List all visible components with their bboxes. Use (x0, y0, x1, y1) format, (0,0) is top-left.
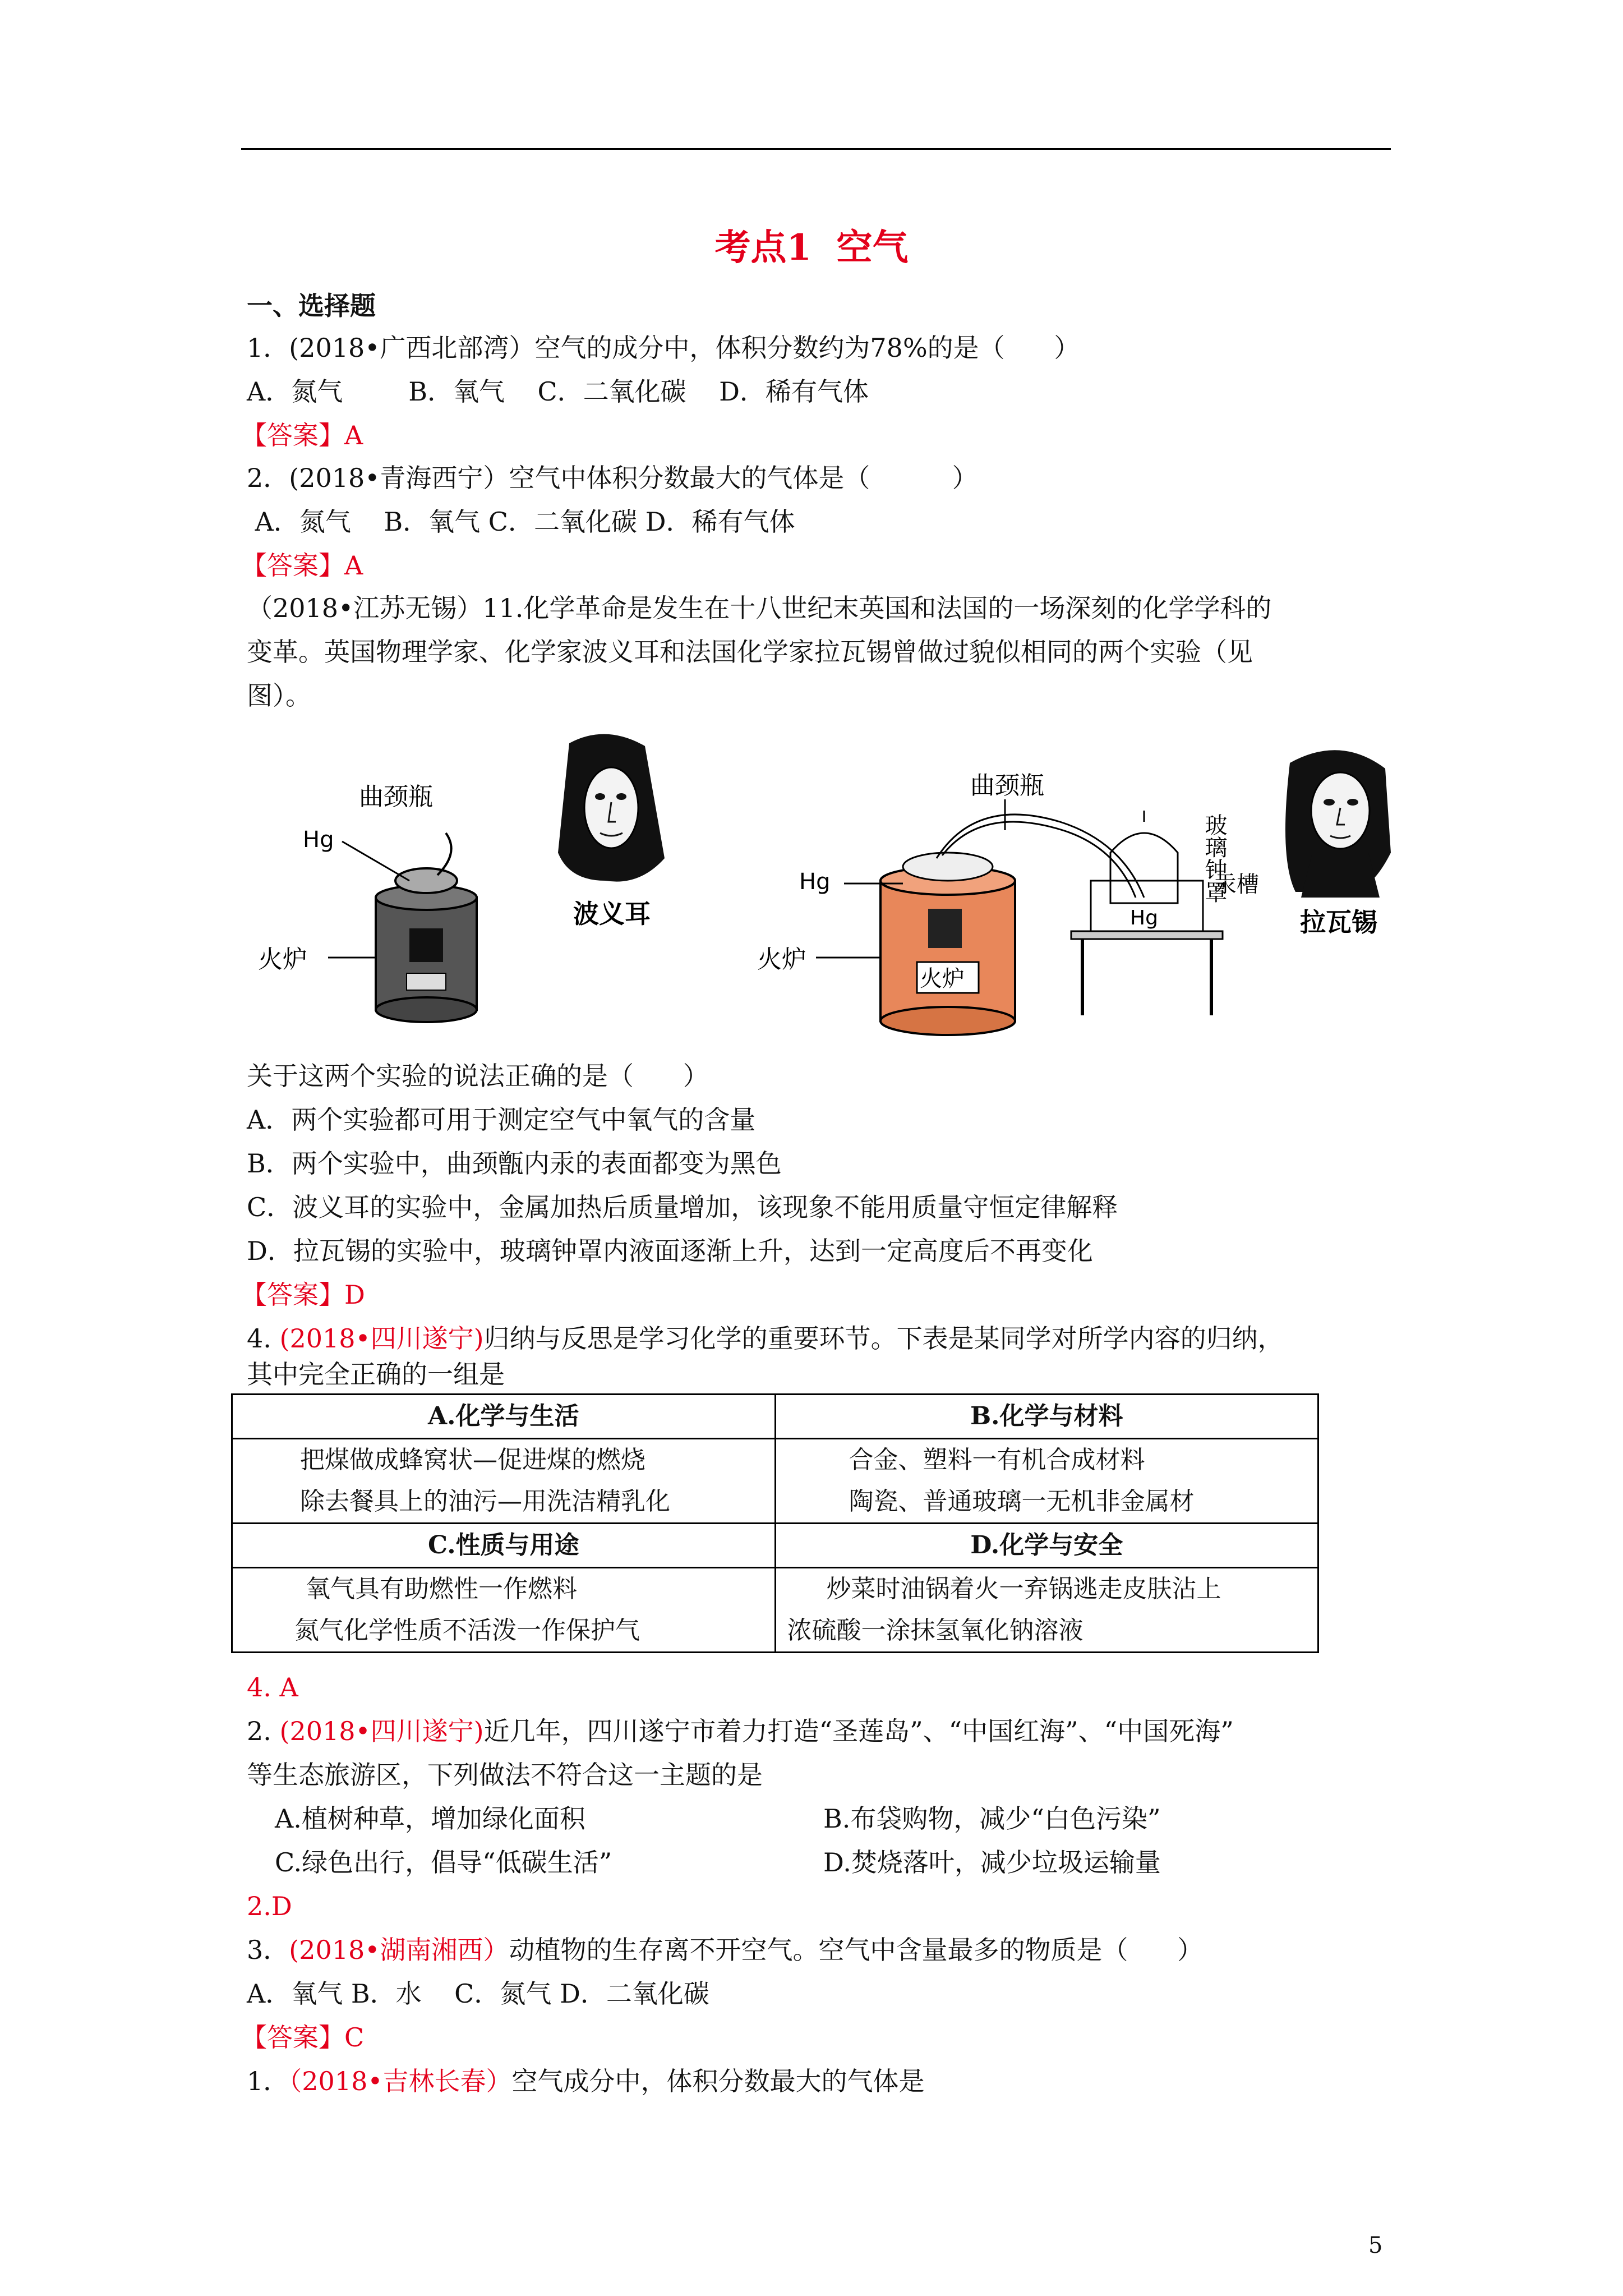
question-2-stem: 2．(2018•青海西宁）空气中体积分数最大的气体是（ ） (247, 463, 978, 493)
question-5-stem (247, 1714, 1234, 1748)
cell-line: 合金、塑料一有机合成材料 (849, 1446, 1145, 1474)
question-source: (2018•四川遂宁) (279, 1323, 484, 1354)
question-source: (2018•四川遂宁) (279, 1716, 484, 1746)
question-text: 空气成分中，体积分数最大的气体是 (511, 2066, 925, 2096)
question-3-option-c: C．波义耳的实验中，金属加热后质量增加，该现象不能用质量守恒定律解释 (247, 1192, 1118, 1222)
question-7-stem (247, 2064, 924, 2098)
question-text: 动植物的生存离不开空气。空气中含量最多的物质是（ ） (509, 1935, 1204, 1965)
question-number: 1． (247, 2066, 289, 2096)
cell-line: 浓硫酸一涂抹氢氧化钠溶液 (787, 1616, 1083, 1645)
table-cell-c (232, 1568, 776, 1653)
question-number: 2. (247, 1716, 280, 1746)
question-2-options: A．氮气 B．氧气 C．二氧化碳 D．稀有气体 (247, 507, 795, 537)
question-5-option-c: C.绿色出行，倡导“低碳生活” (275, 1847, 612, 1878)
question-source: (2018•湖南湘西） (289, 1935, 509, 1965)
lavoisier-hg-label: Hg (799, 869, 831, 895)
cell-line: 除去餐具上的油污—用洗洁精乳化 (300, 1487, 670, 1516)
question-6-stem (247, 1933, 1203, 1967)
question-3-option-a: A．两个实验都可用于测定空气中氧气的含量 (247, 1105, 756, 1135)
table-head-b: B.化学与材料 (775, 1395, 1318, 1439)
page-number: 5 (1368, 2233, 1383, 2258)
question-1-stem: 1．(2018•广西北部湾）空气的成分中，体积分数约为78%的是（ ） (247, 333, 1080, 363)
question-3-stem-line-1: （2018•江苏无锡）11.化学革命是发生在十八世纪末英国和法国的一场深刻的化学学科的 (247, 593, 1272, 623)
lavoisier-portrait (1285, 750, 1391, 898)
question-6-answer: 【答案】C (241, 2022, 365, 2053)
question-3-option-b: B．两个实验中，曲颈甑内汞的表面都变为黑色 (247, 1148, 782, 1179)
trough-hg-label: Hg (1130, 907, 1158, 930)
boyle-apparatus (328, 833, 477, 1022)
question-3-stem-line-3: 图）。 (247, 680, 311, 711)
section-heading: 一、选择题 (247, 291, 376, 321)
question-1-answer: 【答案】A (241, 420, 363, 450)
question-4-stem (247, 1322, 1284, 1355)
cell-line: 炒菜时油锅着火一弃锅逃走皮肤沾上 (826, 1575, 1221, 1603)
boyle-hg-label: Hg (303, 827, 334, 853)
cell-line: 把煤做成蜂窝状—促进煤的燃烧 (300, 1446, 645, 1474)
question-1-options: A．氮气 B．氧气 C．二氧化碳 D．稀有气体 (247, 376, 869, 407)
page-title: 考点1 空气 (714, 227, 909, 269)
question-4-answer: 4. A (247, 1672, 298, 1703)
lavoisier-name-label: 拉瓦锡 (1300, 907, 1377, 937)
lavoisier-vessel-label: 曲颈瓶 (970, 771, 1044, 800)
table-head-c: C.性质与用途 (232, 1524, 776, 1568)
question-5-option-b: B.布袋购物，减少“白色污染” (823, 1803, 1161, 1834)
question-5-stem-line-2: 等生态旅游区，下列做法不符合这一主题的是 (247, 1760, 763, 1790)
question-6-options: A．氧气 B．水 C．氮气 D．二氧化碳 (247, 1978, 709, 2009)
question-text: 归纳与反思是学习化学的重要环节。下表是某同学对所学内容的归纳， (483, 1323, 1284, 1354)
question-2-answer: 【答案】A (241, 550, 363, 581)
cell-line: 氧气具有助燃性一作燃料 (306, 1575, 577, 1603)
lavoisier-apparatus (816, 799, 1223, 1035)
table-cell-d (775, 1568, 1318, 1653)
table-head-d: D.化学与安全 (775, 1524, 1318, 1568)
question-text: 近几年，四川遂宁市着力打造“圣莲岛”、“中国红海”、“中国死海” (483, 1716, 1234, 1746)
table-cell-b (775, 1439, 1318, 1524)
boyle-vessel-label: 曲颈瓶 (359, 783, 433, 811)
header-rule (241, 148, 1391, 150)
question-number: 3． (247, 1935, 289, 1965)
cell-line: 氮气化学性质不活泼一作保护气 (294, 1616, 640, 1645)
furnace-door-label: 火炉 (920, 966, 965, 992)
bell-jar-label: 玻璃钟罩 (1201, 813, 1227, 903)
table-head-a: A.化学与生活 (232, 1395, 776, 1439)
summary-table (231, 1393, 1319, 1653)
question-number: 4. (247, 1323, 280, 1354)
boyle-name-label: 波义耳 (573, 899, 651, 929)
question-source: （2018•吉林长春） (289, 2066, 512, 2096)
question-3-stem-line-2: 变革。英国物理学家、化学家波义耳和法国化学家拉瓦锡曾做过貌似相同的两个实验（见 (247, 637, 1253, 667)
boyle-portrait (558, 734, 665, 882)
boyle-furnace-label: 火炉 (258, 945, 307, 974)
experiment-figure (247, 712, 1396, 1038)
question-5-answer: 2.D (247, 1891, 292, 1921)
question-3-prompt: 关于这两个实验的说法正确的是（ ） (247, 1061, 709, 1091)
mercury-trough-label: 汞槽 (1214, 872, 1259, 898)
table-cell-a (232, 1439, 776, 1524)
question-5-option-d: D.焚烧落叶，减少垃圾运输量 (823, 1847, 1161, 1878)
cell-line: 陶瓷、普通玻璃一无机非金属材 (849, 1487, 1195, 1516)
lavoisier-furnace-label: 火炉 (757, 945, 806, 974)
question-3-option-d: D．拉瓦锡的实验中，玻璃钟罩内液面逐渐上升，达到一定高度后不再变化 (247, 1236, 1093, 1266)
question-4-stem-line-2: 其中完全正确的一组是 (247, 1359, 505, 1389)
question-5-option-a: A.植树种草，增加绿化面积 (275, 1803, 585, 1834)
question-3-answer: 【答案】D (241, 1280, 365, 1310)
